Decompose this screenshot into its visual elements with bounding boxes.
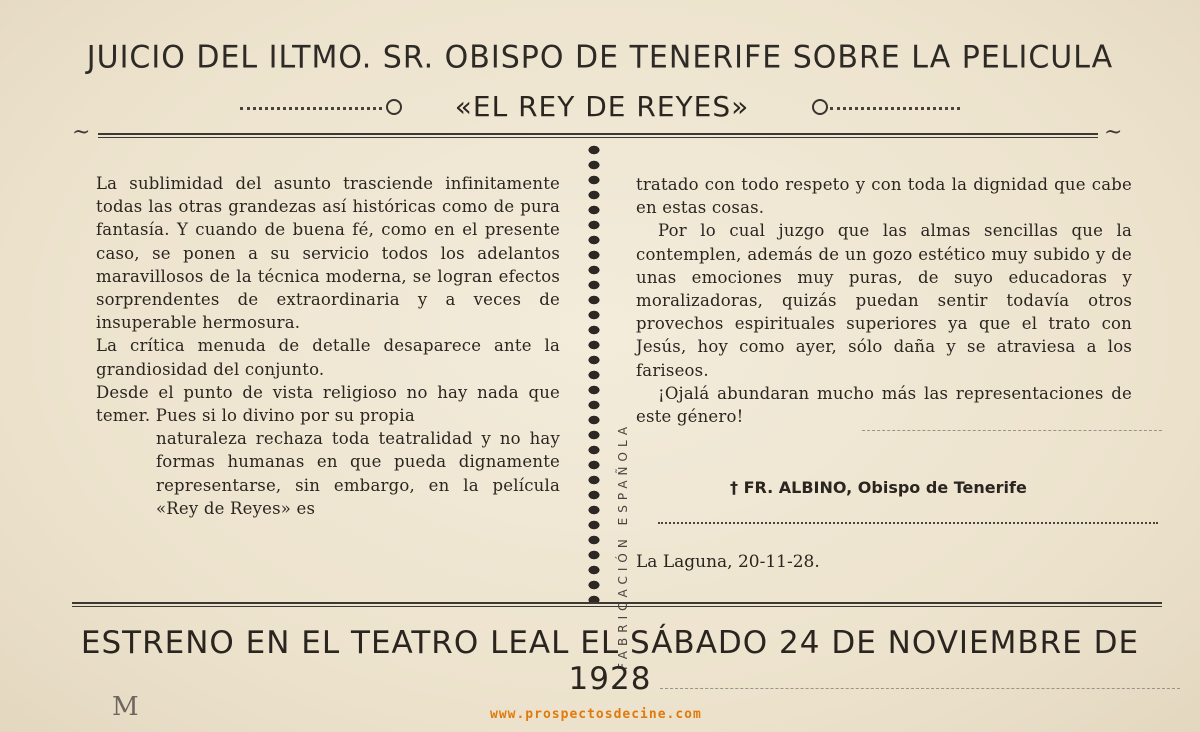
printer-logo: M — [112, 692, 139, 722]
right-paragraph-3: ¡Ojalá abundaran mucho más las representaciones de este género! — [636, 383, 1132, 427]
signature: † FR. ALBINO, Obispo de Tenerife — [730, 478, 1027, 497]
top-rule — [98, 133, 1098, 138]
subtitle-row — [240, 90, 960, 126]
page-title: JUICIO DEL ILTMO. SR. OBISPO DE TENERIFE SOBRE LA PELICULA — [86, 39, 1114, 76]
dotted-rule-left — [240, 107, 382, 110]
left-paragraph-1: La sublimidad del asunto trasciende infinitamente todas las otras grandezas así históricas como de pura fantasía. Y cuando de buena fé, como en el presente caso, se ponen a su servicio todos los adelantos maravillosos de la técnica moderna, se logran efectos sorprendentes de extraordinaria y a veces de insuperable hermosura. — [96, 174, 560, 333]
dotted-rule-right — [830, 107, 960, 110]
signature-rule — [658, 522, 1158, 524]
premiere-announcement: ESTRENO EN EL TEATRO LEAL EL SÁBADO 24 DE NOVIEMBRE DE 1928 — [80, 625, 1140, 697]
right-paragraph-2: Por lo cual juzgo que las almas sencillas que la contemplen, además de un gozo estético muy subido y de unas emociones muy puras, de suyo educadoras y moralizadoras, quizás puedan sentir todavía otros provechos espirituales superiores ya que el trato con Jesús, hoy como ayer, sólo daña y se atraviesa a los fariseos. — [636, 221, 1132, 380]
film-title: «EL REY DE REYES» — [454, 90, 750, 123]
vertical-imprint-text: FABRICACIÓN ESPAÑOLA — [616, 421, 630, 670]
watermark-url: www.prospectosdecine.com — [490, 707, 702, 722]
ring-ornament-left — [386, 99, 402, 115]
ring-ornament-right — [812, 99, 828, 115]
dotted-rule-right-upper — [862, 430, 1162, 431]
faint-rule-bottom — [660, 688, 1180, 689]
flourish-left-top: ~ — [72, 120, 91, 145]
right-paragraph-1: tratado con todo respeto y con toda la dignidad que cabe en estas cosas. — [636, 175, 1132, 218]
flourish-right-top: ~ — [1104, 120, 1123, 145]
left-paragraph-3a: Desde el punto de vista religioso no hay nada que temer. Pues si lo divino por su propia — [96, 382, 560, 426]
right-column — [636, 173, 1132, 428]
left-paragraph-2: La crítica menuda de detalle desaparece ante la grandiosidad del conjunto. — [96, 336, 560, 379]
left-column — [96, 172, 560, 520]
bottom-rule — [72, 602, 1162, 607]
left-paragraph-3b: naturaleza rechaza toda teatralidad y no hay formas humanas en que pueda dignamente representarse, sin embargo, en la película «Rey de Reyes» es — [156, 429, 560, 518]
bead-chain-divider — [584, 142, 604, 602]
place-date: La Laguna, 20-11-28. — [636, 552, 820, 572]
